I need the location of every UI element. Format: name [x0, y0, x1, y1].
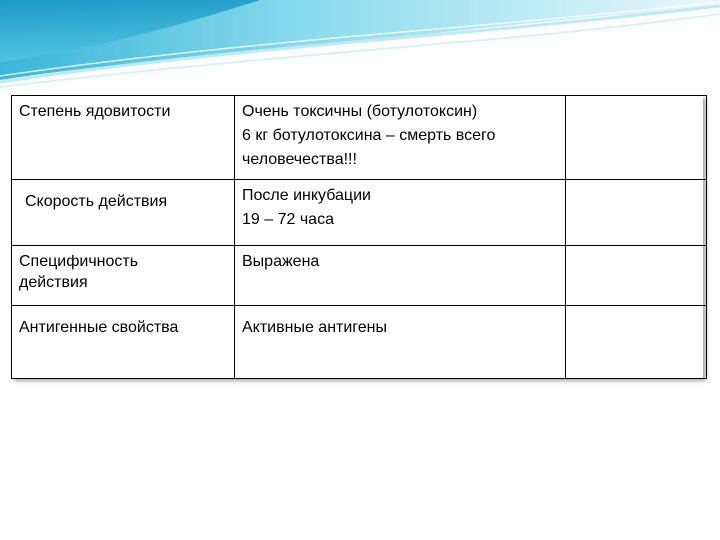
extra-text: [566, 180, 706, 184]
table-row: [12, 306, 707, 379]
info-table-wrapper: [11, 95, 703, 378]
empty-cell: [566, 96, 707, 180]
value-text: [235, 306, 565, 340]
slide-header-wave: [0, 0, 720, 90]
value-cell: [235, 306, 566, 379]
toxin-properties-table: [11, 95, 707, 379]
value-line: После инкубации: [242, 187, 371, 204]
property-label: Антигенные свойства: [19, 319, 179, 336]
empty-cell: [566, 306, 707, 379]
table-row: [12, 246, 707, 306]
label-line: Специфичность: [19, 253, 139, 270]
empty-cell: [566, 246, 707, 306]
value-line: Активные антигены: [242, 319, 388, 336]
property-cell: [12, 306, 235, 379]
property-label: Степень ядовитости: [19, 103, 171, 120]
extra-text: [566, 246, 706, 250]
value-text: [235, 96, 565, 172]
empty-cell: [566, 180, 707, 246]
value-cell: [235, 246, 566, 306]
extra-text: [566, 306, 706, 310]
label-line: действия: [19, 274, 88, 291]
extra-text: [566, 96, 706, 100]
value-cell: [235, 96, 566, 180]
value-line: человечества!!!: [242, 151, 357, 168]
property-cell: [12, 96, 235, 180]
value-cell: [235, 180, 566, 246]
table-row: [12, 96, 707, 180]
value-text: [235, 246, 565, 274]
table-row: [12, 180, 707, 246]
value-line: Выражена: [242, 253, 320, 270]
value-line: 19 – 72 часа: [242, 211, 334, 228]
property-label: [12, 246, 234, 293]
value-line: 6 кг ботулотоксина – смерть всего: [242, 127, 496, 144]
value-line: Очень токсичны (ботулотоксин): [242, 103, 478, 120]
value-text: [235, 180, 565, 232]
property-cell: [12, 180, 235, 246]
wave-decoration: [0, 0, 720, 90]
property-cell: [12, 246, 235, 306]
property-label: Скорость действия: [25, 193, 168, 210]
